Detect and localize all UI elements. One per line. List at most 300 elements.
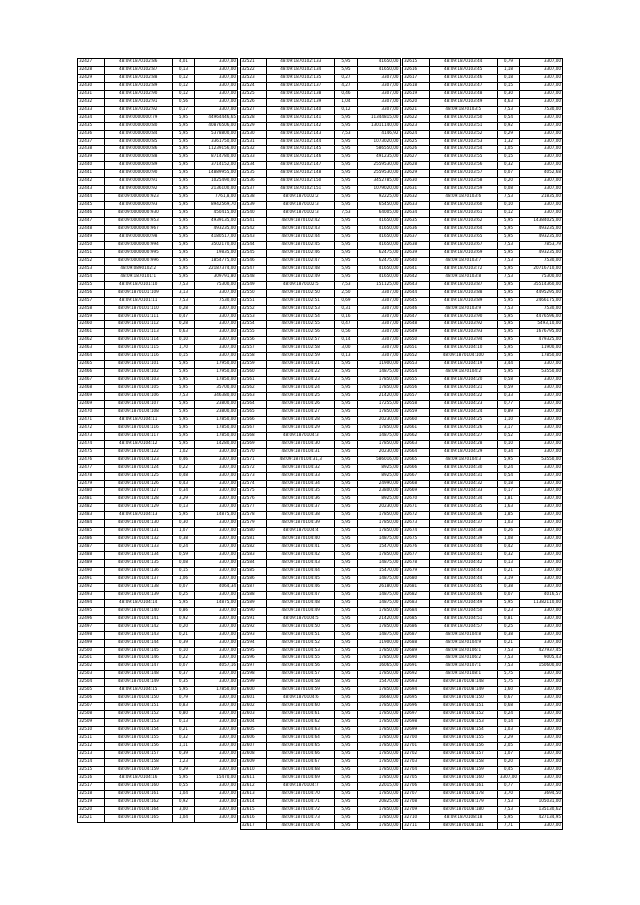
parcel-number-cell: 32639 (403, 249, 430, 257)
table-row (403, 424, 563, 432)
table-row (403, 432, 563, 440)
value-cell: 3307,00 (195, 520, 238, 528)
rate-cell: 0,16 (335, 313, 357, 321)
rate-cell: 5,95 (335, 735, 357, 743)
cadastral-number-cell: 48:09:1870104:53 (267, 647, 335, 655)
value-cell: 17850,00 (357, 655, 400, 663)
table-row (403, 289, 563, 297)
table-row (403, 774, 563, 782)
rate-cell: 5,95 (335, 528, 357, 536)
parcel-number-cell: 32689 (403, 647, 430, 655)
table-row (78, 440, 238, 448)
value-cell: 41650,00 (357, 233, 400, 241)
table-row (78, 456, 238, 464)
parcel-number-cell: 32542 (240, 226, 267, 234)
value-cell: 3307,00 (195, 615, 238, 623)
cadastral-number-cell: 48:09:1870104:40 (267, 536, 335, 544)
table-row (78, 639, 238, 647)
table-row (403, 66, 563, 74)
rate-cell: 0,12 (172, 74, 194, 82)
rate-cell: 5,95 (497, 313, 519, 321)
rate-cell: 5,95 (335, 170, 357, 178)
rate-cell: 2,05 (497, 742, 519, 750)
rate-cell: 5,95 (335, 520, 357, 528)
table-row (78, 249, 238, 257)
parcel-number-cell: 32590 (240, 607, 267, 615)
table-row (403, 345, 563, 353)
value-cell: 26180,00 (357, 583, 400, 591)
cadastral-number-cell: 48:09:1870104:37 (429, 520, 497, 528)
rate-cell: 1,10 (497, 416, 519, 424)
rate-cell: 3,19 (497, 575, 519, 583)
value-cell: 16065,00 (357, 663, 400, 671)
parcel-number-cell: 32632 (403, 194, 430, 202)
parcel-number-cell: 32709 (403, 806, 430, 814)
cadastral-number-cell: 48:09:1870102:57 (267, 337, 335, 345)
parcel-number-cell: 32449 (78, 233, 105, 241)
rate-cell: 5,95 (335, 639, 357, 647)
table-row (240, 766, 400, 774)
cadastral-number-cell: 48:09:1870104:19 (429, 361, 497, 369)
value-cell: 14875,00 (357, 369, 400, 377)
cadastral-number-cell: 48:09:1870102:45 (267, 241, 335, 249)
table-row (240, 464, 400, 472)
cadastral-number-cell: 48:09:1870108:157 (429, 750, 497, 758)
cadastral-number-cell: 48:09:1870102:2 (267, 194, 335, 202)
table-row (240, 289, 400, 297)
rate-cell: 0,37 (172, 671, 194, 679)
table-row (403, 456, 563, 464)
table-row (240, 202, 400, 210)
rate-cell: 1,07 (497, 750, 519, 758)
value-cell: 3307,00 (195, 631, 238, 639)
cadastral-number-cell: 48:09:1870102:44 (267, 233, 335, 241)
rate-cell: 4,27 (335, 82, 357, 90)
table-row (403, 615, 563, 623)
rate-cell: 3307,00 (497, 774, 519, 782)
value-cell: 309791,80 (195, 273, 238, 281)
parcel-number-cell: 32686 (403, 623, 430, 631)
table-row (403, 337, 563, 345)
cadastral-number-cell: 48:09:1870103:52 (429, 130, 497, 138)
rate-cell: 1,03 (497, 727, 519, 735)
cadastral-number-cell: 48:09:1870104:164 (104, 806, 172, 814)
cadastral-number-cell: 48:09:1870101:111 (104, 313, 172, 321)
parcel-number-cell: 32560 (240, 369, 267, 377)
cadastral-number-cell: 48:09:1870108:178 (429, 790, 497, 798)
table-row (78, 480, 238, 488)
parcel-number-cell: 32655 (403, 377, 430, 385)
table-row (240, 337, 400, 345)
rate-cell: 0,21 (497, 568, 519, 576)
parcel-number-cell: 32565 (240, 408, 267, 416)
value-cell: 3307,00 (520, 742, 563, 750)
value-cell: 3307,00 (195, 321, 238, 329)
cadastral-number-cell: 48:09:1870104:21 (267, 361, 335, 369)
value-cell: 3694,50 (520, 790, 563, 798)
table-row (403, 806, 563, 814)
table-row (403, 568, 563, 576)
value-cell: 4064,34 (195, 583, 238, 591)
value-cell: 19835,00 (195, 249, 238, 257)
cadastral-number-cell: 48:09:1870108:159 (429, 766, 497, 774)
cadastral-number-cell: 48:09:1870104:108 (104, 408, 172, 416)
cadastral-number-cell: 48:09:1870104:44 (429, 575, 497, 583)
cadastral-number-cell: 48:09:1870104:22 (429, 393, 497, 401)
value-cell: 17850,00 (357, 790, 400, 798)
table-row (403, 369, 563, 377)
cadastral-number-cell: 48:09:1870104:61 (267, 711, 335, 719)
parcel-number-cell: 32577 (240, 504, 267, 512)
cadastral-number-cell: 48:09:1870104:116 (104, 424, 172, 432)
value-cell: 586016,00 (357, 456, 400, 464)
parcel-number-cell: 32557 (240, 345, 267, 353)
table-row (78, 496, 238, 504)
parcel-number-cell: 32538 (240, 194, 267, 202)
parcel-number-cell: 32431 (78, 90, 105, 98)
cadastral-number-cell: 48:09:1870102:46 (267, 249, 335, 257)
cadastral-number-cell: 48:09:1870103:92 (429, 321, 497, 329)
table-row (240, 59, 400, 67)
table-row (403, 241, 563, 249)
value-cell: 3307,00 (195, 727, 238, 735)
table-row (403, 719, 563, 727)
rate-cell: 0,24 (497, 464, 519, 472)
table-row (78, 472, 238, 480)
cadastral-number-cell: 48:09:1870103:6 (429, 194, 497, 202)
cadastral-number-cell: 48:09:1870104:132 (104, 536, 172, 544)
rate-cell: 4,63 (497, 98, 519, 106)
table-row (403, 663, 563, 671)
rate-cell: 5,95 (335, 575, 357, 583)
table-row (78, 599, 238, 607)
table-row (240, 504, 400, 512)
value-cell: 23800,00 (357, 488, 400, 496)
rate-cell: 7,53 (172, 297, 194, 305)
rate-cell: 0,28 (172, 305, 194, 313)
table-row (240, 639, 400, 647)
value-cell: 3307,00 (357, 82, 400, 90)
cadastral-number-cell: 48:09:1870104:124 (104, 464, 172, 472)
parcel-number-cell: 32672 (403, 512, 430, 520)
cadastral-number-cell: 48:09:1870108:160 (429, 774, 497, 782)
table-row (403, 504, 563, 512)
cadastral-number-cell: 48:09:1870102:87 (104, 66, 172, 74)
cadastral-number-cell: 48:09:1870104:60 (267, 703, 335, 711)
cadastral-number-cell: 48:09:1870104:151 (104, 703, 172, 711)
parcel-number-cell: 32493 (78, 591, 105, 599)
value-cell: 11239156,00 (195, 146, 238, 154)
rate-cell: 5,95 (172, 774, 194, 782)
value-cell: 14875,00 (195, 512, 238, 520)
value-cell: 41650,00 (357, 59, 400, 67)
cadastral-number-cell: 48:09:1870101:11 (104, 297, 172, 305)
parcel-number-cell: 32519 (78, 798, 105, 806)
rate-cell: 0,22 (172, 464, 194, 472)
value-cell: 151125,00 (357, 281, 400, 289)
table-row (403, 607, 563, 615)
parcel-number-cell: 32508 (78, 711, 105, 719)
value-cell: 35700,00 (195, 385, 238, 393)
rate-cell: 5,95 (497, 456, 519, 464)
parcel-number-cell: 32687 (403, 631, 430, 639)
rate-cell: 7,53 (497, 241, 519, 249)
value-cell: 17850,00 (195, 424, 238, 432)
value-cell: 3307,00 (520, 544, 563, 552)
parcel-number-cell: 32702 (403, 750, 430, 758)
table-row (240, 536, 400, 544)
table-row (78, 281, 238, 289)
table-row (403, 639, 563, 647)
cadastral-number-cell: 48:09:1870101:113 (104, 329, 172, 337)
cadastral-number-cell: 48:09:1870104:57 (429, 623, 497, 631)
rate-cell: 5,95 (335, 178, 357, 186)
cadastral-number-cell: 48:09:1870102:150 (267, 178, 335, 186)
value-cell: 3307,00 (520, 719, 563, 727)
value-cell: 41650,00 (357, 241, 400, 249)
parcel-number-cell: 32644 (403, 289, 430, 297)
value-cell: 22187374,00 (195, 265, 238, 273)
value-cell: 150600,00 (520, 663, 563, 671)
rate-cell: 5,95 (335, 385, 357, 393)
cadastral-number-cell: 48:09:1870103:93 (429, 329, 497, 337)
value-cell: 20716710,00 (520, 265, 563, 273)
value-cell: 3307,00 (520, 560, 563, 568)
value-cell: 62475,00 (357, 257, 400, 265)
parcel-number-cell: 32474 (78, 440, 105, 448)
parcel-number-cell: 32654 (403, 369, 430, 377)
table-row (403, 377, 563, 385)
cadastral-number-cell: 48:09:1870102:137 (267, 82, 335, 90)
table-row (403, 106, 563, 114)
parcel-number-cell: 32673 (403, 520, 430, 528)
cadastral-number-cell: 48:09:1870104:52 (267, 639, 335, 647)
value-cell: 3307,00 (520, 464, 563, 472)
rate-cell: 5,95 (335, 727, 357, 735)
parcel-number-cell: 32603 (240, 711, 267, 719)
table-row (78, 742, 238, 750)
parcel-number-cell: 32439 (78, 154, 105, 162)
rate-cell: 7,71 (497, 822, 519, 830)
cadastral-number-cell: 48:09:1870104:33 (429, 488, 497, 496)
value-cell: 3307,00 (195, 480, 238, 488)
rate-cell: 5,95 (335, 226, 357, 234)
value-cell: 75300,00 (195, 281, 238, 289)
rate-cell: 5,95 (335, 607, 357, 615)
rate-cell: 0,24 (172, 544, 194, 552)
value-cell: 8942569,70 (195, 202, 238, 210)
cadastral-number-cell: 48:09:1870104:150 (104, 695, 172, 703)
rate-cell: 5,95 (335, 202, 357, 210)
value-cell: 17850,00 (357, 735, 400, 743)
table-row (78, 750, 238, 758)
cadastral-number-cell: 48:09:1870101:115 (104, 345, 172, 353)
rate-cell: 0,69 (335, 297, 357, 305)
value-cell: 75300,00 (520, 273, 563, 281)
value-cell: 3307,00 (195, 74, 238, 82)
table-row (78, 623, 238, 631)
rate-cell: 5,95 (335, 711, 357, 719)
cadastral-number-cell: 48:09:1870103:49 (429, 98, 497, 106)
rate-cell: 0,47 (335, 321, 357, 329)
parcel-number-cell: 32527 (240, 106, 267, 114)
value-cell: 3307,00 (195, 289, 238, 297)
table-row (240, 798, 400, 806)
cadastral-number-cell: 48:09:1870104:9 (429, 639, 497, 647)
table-row (403, 583, 563, 591)
parcel-number-cell: 32521 (240, 59, 267, 67)
table-row (78, 758, 238, 766)
parcel-number-cell: 32615 (240, 806, 267, 814)
table-row (78, 814, 238, 822)
value-cell: 14384025,00 (520, 218, 563, 226)
parcel-number-cell: 32635 (403, 218, 430, 226)
value-cell: 65450,00 (357, 202, 400, 210)
parcel-number-cell: 32521 (78, 814, 105, 822)
parcel-number-cell: 32651 (403, 345, 430, 353)
parcel-number-cell: 32539 (240, 202, 267, 210)
cadastral-number-cell: 48:09:1870104:148 (104, 671, 172, 679)
rate-cell: 5,95 (497, 345, 519, 353)
parcel-number-cell: 32450 (78, 241, 105, 249)
cadastral-number-cell: 48:09:1870104:45 (429, 583, 497, 591)
value-cell: 1073020,00 (357, 138, 400, 146)
parcel-number-cell: 32684 (403, 607, 430, 615)
value-cell: 4146,92 (357, 130, 400, 138)
rate-cell: 7,53 (335, 281, 357, 289)
rate-cell: 0,18 (497, 74, 519, 82)
table-row (403, 400, 563, 408)
rate-cell: 5,95 (335, 798, 357, 806)
value-cell: 3307,00 (195, 82, 238, 90)
value-cell: 3307,00 (520, 480, 563, 488)
table-row (240, 122, 400, 130)
cadastral-number-cell: 48:09:1870104:69 (267, 774, 335, 782)
rate-cell: 5,95 (335, 241, 357, 249)
parcel-number-cell: 32691 (403, 663, 430, 671)
table-row (240, 218, 400, 226)
cadastral-number-cell: 48:09:1870104:135 (104, 560, 172, 568)
value-cell: 41650,00 (357, 226, 400, 234)
table-column-2 (240, 58, 401, 830)
cadastral-number-cell: 48:09:1870104:32 (267, 464, 335, 472)
value-cell: 4476596,00 (520, 313, 563, 321)
value-cell: 17850,00 (357, 408, 400, 416)
rate-cell: 5,95 (497, 218, 519, 226)
parcel-number-cell: 32448 (78, 226, 105, 234)
value-cell: 3307,00 (357, 321, 400, 329)
cadastral-number-cell: 48:09:0000000:967 (104, 226, 172, 234)
value-cell: 3307,00 (520, 154, 563, 162)
value-cell: 3307,00 (520, 440, 563, 448)
table-row (78, 122, 238, 130)
rate-cell: 5,95 (172, 249, 194, 257)
rate-cell: 5,95 (335, 544, 357, 552)
rate-cell: 5,95 (335, 146, 357, 154)
rate-cell: 5,95 (335, 138, 357, 146)
value-cell: 3307,00 (520, 408, 563, 416)
parcel-number-cell: 32674 (403, 528, 430, 536)
table-row (240, 393, 400, 401)
table-row (78, 138, 238, 146)
cadastral-number-cell: 48:09:1870104:41 (429, 552, 497, 560)
table-row (240, 321, 400, 329)
rate-cell: 5,95 (335, 66, 357, 74)
value-cell: 3307,00 (357, 329, 400, 337)
table-row (240, 353, 400, 361)
table-row (78, 560, 238, 568)
table-row (240, 400, 400, 408)
value-cell: 3307,00 (520, 766, 563, 774)
parcel-number-cell: 32618 (403, 82, 430, 90)
table-row (403, 202, 563, 210)
rate-cell: 5,95 (335, 488, 357, 496)
rate-cell: 5,95 (335, 742, 357, 750)
table-row (240, 448, 400, 456)
value-cell: 3307,00 (520, 114, 563, 122)
cadastral-number-cell: 48:09:1870104:32 (429, 480, 497, 488)
value-cell: 3307,00 (195, 464, 238, 472)
table-row (78, 353, 238, 361)
parcel-number-cell: 32568 (240, 432, 267, 440)
rate-cell: 7,53 (335, 130, 357, 138)
cadastral-number-cell: 48:09:0000000:93 (104, 202, 172, 210)
table-row (240, 416, 400, 424)
cadastral-number-cell: 48:09:1870104:71 (267, 798, 335, 806)
value-cell: 17850,00 (357, 647, 400, 655)
value-cell: 3307,00 (357, 297, 400, 305)
value-cell: 15470,00 (357, 568, 400, 576)
parcel-number-cell: 32561 (240, 377, 267, 385)
rate-cell: 5,95 (172, 377, 194, 385)
cadastral-number-cell: 48:09:1870103:45 (429, 66, 497, 74)
value-cell: 3361750,00 (195, 138, 238, 146)
value-cell: 3307,00 (195, 591, 238, 599)
value-cell: 3307,00 (195, 488, 238, 496)
rate-cell: 5,95 (172, 218, 194, 226)
table-row (403, 591, 563, 599)
rate-cell: 1,04 (335, 98, 357, 106)
cadastral-number-cell: 48:09:1870104:44 (267, 568, 335, 576)
value-cell: 3307,00 (195, 735, 238, 743)
cadastral-number-cell: 48:09:0000000:98 (104, 233, 172, 241)
cadastral-number-cell: 48:09:0000000:996 (104, 257, 172, 265)
parcel-number-cell: 32670 (403, 496, 430, 504)
parcel-number-cell: 32623 (403, 122, 430, 130)
cadastral-number-cell: 48:09:1870102:3 (267, 202, 335, 210)
rate-cell: 0,07 (172, 583, 194, 591)
cadastral-number-cell: 48:09:1870102:86 (104, 59, 172, 67)
value-cell: 40876506,00 (195, 122, 238, 130)
table-row (403, 782, 563, 790)
document-page (77, 58, 563, 830)
rate-cell: 0,67 (497, 695, 519, 703)
cadastral-number-cell: 48:09:1870104:160 (104, 782, 172, 790)
cadastral-number-cell: 48:09:1870102:138 (267, 90, 335, 98)
parcel-number-cell: 32699 (403, 727, 430, 735)
parcel-number-cell: 32576 (240, 496, 267, 504)
rate-cell: 2,50 (335, 289, 357, 297)
value-cell: 3714152,00 (195, 162, 238, 170)
parcel-number-cell: 32695 (403, 695, 430, 703)
rate-cell: 7,53 (497, 663, 519, 671)
cadastral-number-cell: 48:09:1870104:66 (267, 750, 335, 758)
table-row (403, 750, 563, 758)
rate-cell: 0,92 (172, 615, 194, 623)
cadastral-number-cell: 48:09:1870103:60 (429, 202, 497, 210)
table-row (403, 297, 563, 305)
cadastral-number-cell: 48:09:1870102:54 (267, 313, 335, 321)
